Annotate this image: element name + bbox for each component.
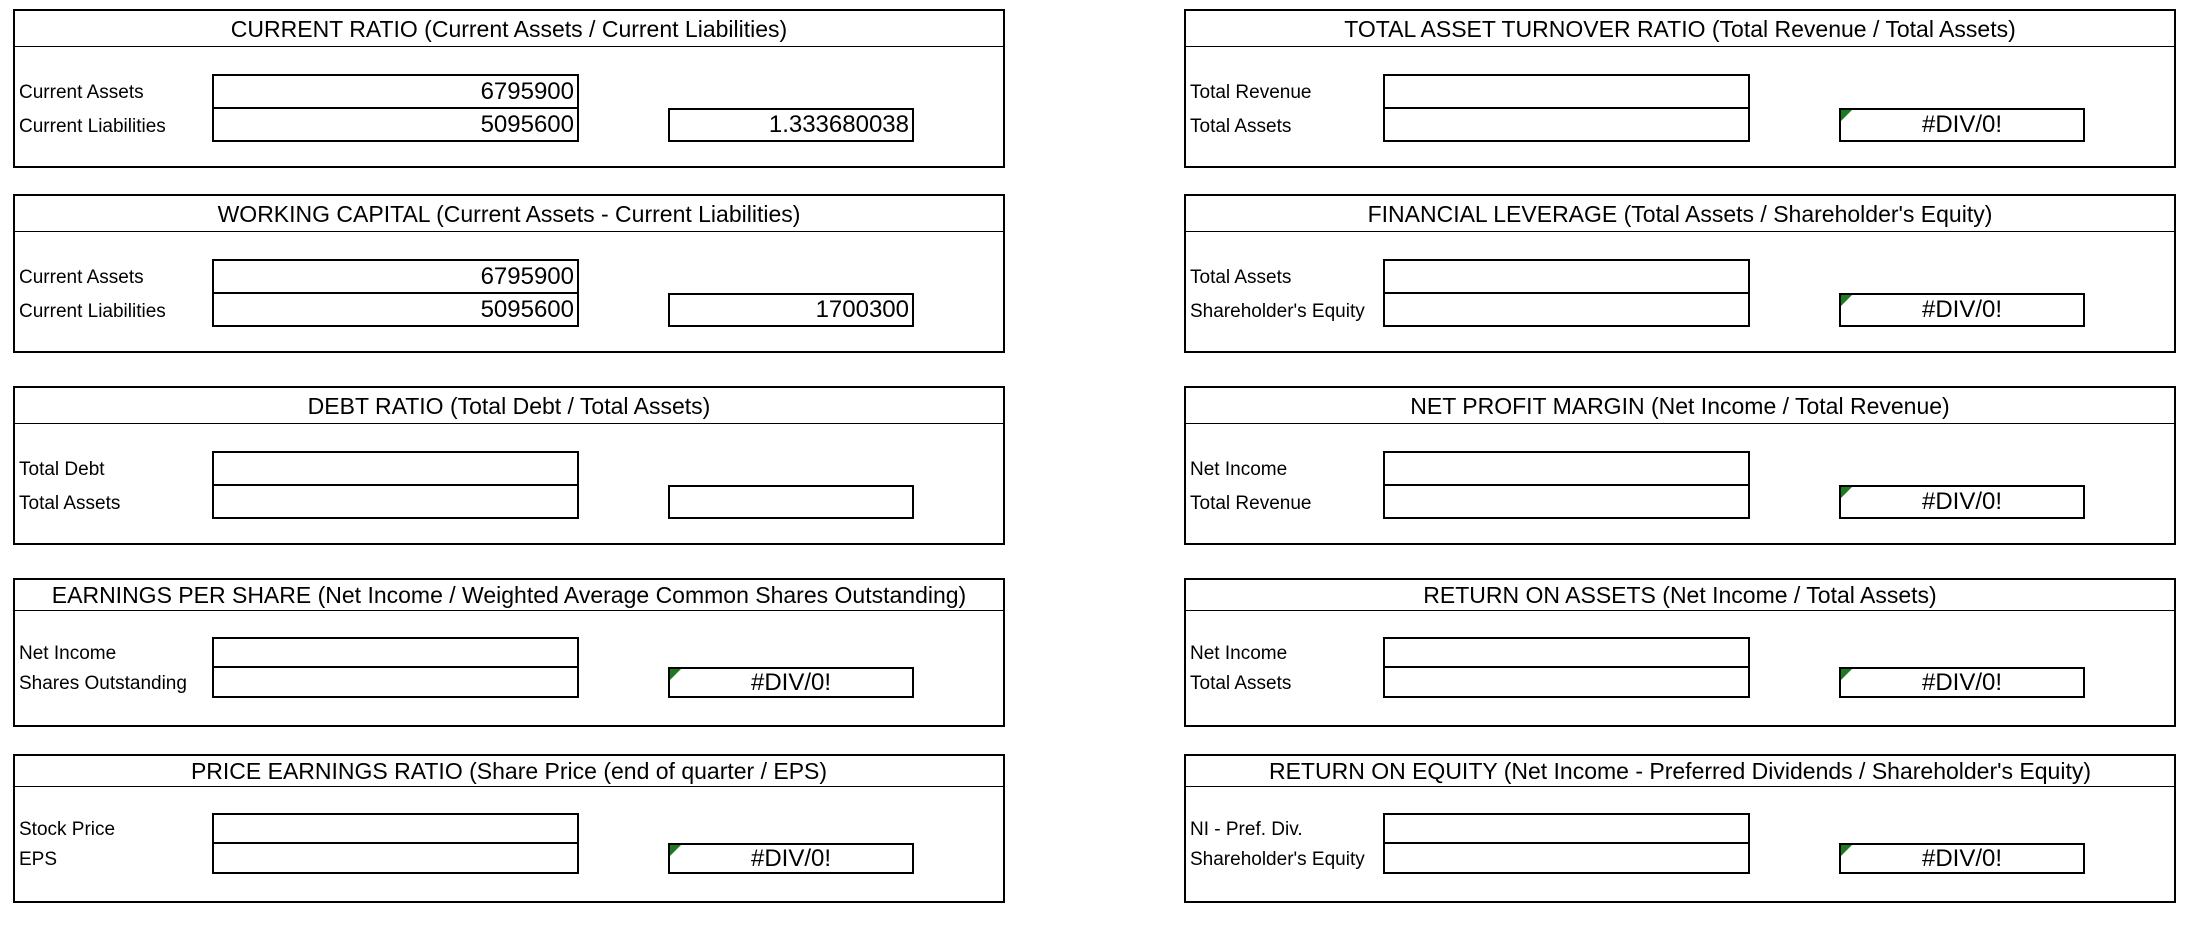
input-label: Net Income [1190, 643, 1288, 664]
financial-leverage-panel [1184, 194, 2176, 353]
input-label: Total Revenue [1190, 82, 1312, 103]
current-assets-cell[interactable]: 6795900 [212, 74, 579, 109]
price-earnings-ratio-panel [13, 754, 1005, 903]
return-on-equity-panel [1184, 754, 2176, 903]
input-label: Current Assets [19, 267, 144, 288]
net-profit-margin-result-cell[interactable] [1839, 485, 2085, 519]
working-capital-panel [13, 194, 1005, 353]
result-value: #DIV/0! [1921, 845, 2003, 872]
current-ratio-panel [13, 9, 1005, 168]
net-income-cell[interactable] [1383, 451, 1750, 486]
total-revenue-cell[interactable] [1383, 74, 1750, 109]
input-label: Net Income [19, 643, 117, 664]
input-label: Net Income [1190, 459, 1288, 480]
input-label: Total Assets [19, 493, 121, 514]
shareholders-equity-cell[interactable] [1383, 293, 1750, 327]
input-label: Total Assets [1190, 267, 1292, 288]
result-value: #DIV/0! [1921, 296, 2003, 323]
total-assets-cell[interactable] [1383, 259, 1750, 294]
panel-title: NET PROFIT MARGIN (Net Income / Total Revenue) [1186, 388, 2174, 424]
total-assets-cell[interactable] [212, 485, 579, 519]
input-label: EPS [19, 849, 58, 870]
total-asset-turnover-panel [1184, 9, 2176, 168]
roa-result-cell[interactable] [1839, 667, 2085, 698]
result-value: #DIV/0! [750, 669, 832, 696]
total-debt-cell[interactable] [212, 451, 579, 486]
result-value: #DIV/0! [1921, 488, 2003, 515]
pe-ratio-result-cell[interactable] [668, 843, 914, 874]
input-label: Total Debt [19, 459, 105, 480]
error-flag-icon [670, 845, 681, 856]
panel-title: WORKING CAPITAL (Current Assets - Current Liabilities) [15, 196, 1003, 232]
current-liabilities-cell[interactable]: 5095600 [212, 293, 579, 327]
input-label: Shares Outstanding [19, 673, 187, 694]
panel-title: RETURN ON ASSETS (Net Income / Total Assets) [1186, 580, 2174, 611]
earnings-per-share-panel [13, 578, 1005, 727]
working-capital-result-cell[interactable]: 1700300 [668, 293, 914, 327]
roe-result-cell[interactable] [1839, 843, 2085, 874]
total-revenue-cell[interactable] [1383, 485, 1750, 519]
error-flag-icon [1841, 845, 1852, 856]
input-label: Current Liabilities [19, 116, 166, 137]
current-liabilities-cell[interactable]: 5095600 [212, 108, 579, 142]
input-label: NI - Pref. Div. [1190, 819, 1303, 840]
input-label: Total Assets [1190, 673, 1292, 694]
input-label: Total Assets [1190, 116, 1292, 137]
error-flag-icon [1841, 487, 1852, 498]
shares-outstanding-cell[interactable] [212, 667, 579, 698]
error-flag-icon [1841, 295, 1852, 306]
total-assets-cell[interactable] [1383, 667, 1750, 698]
panel-title: FINANCIAL LEVERAGE (Total Assets / Shareholder's Equity) [1186, 196, 2174, 232]
panel-title: RETURN ON EQUITY (Net Income - Preferred Dividends / Shareholder's Equity) [1186, 756, 2174, 787]
eps-result-cell[interactable] [668, 667, 914, 698]
return-on-assets-panel [1184, 578, 2176, 727]
stock-price-cell[interactable] [212, 813, 579, 844]
financial-leverage-result-cell[interactable] [1839, 293, 2085, 327]
debt-ratio-panel [13, 386, 1005, 545]
debt-ratio-result-cell[interactable] [668, 485, 914, 519]
current-assets-cell[interactable]: 6795900 [212, 259, 579, 294]
error-flag-icon [1841, 669, 1852, 680]
input-label: Stock Price [19, 819, 116, 840]
result-value: #DIV/0! [750, 845, 832, 872]
panel-title: PRICE EARNINGS RATIO (Share Price (end of quarter / EPS) [15, 756, 1003, 787]
current-ratio-result-cell[interactable]: 1.333680038 [668, 108, 914, 142]
panel-title: DEBT RATIO (Total Debt / Total Assets) [15, 388, 1003, 424]
input-label: Current Assets [19, 82, 144, 103]
shareholders-equity-cell[interactable] [1383, 843, 1750, 874]
input-label: Current Liabilities [19, 301, 166, 322]
input-label: Shareholder's Equity [1190, 301, 1365, 322]
net-profit-margin-panel [1184, 386, 2176, 545]
input-label: Shareholder's Equity [1190, 849, 1365, 870]
net-income-cell[interactable] [212, 637, 579, 668]
result-value: #DIV/0! [1921, 669, 2003, 696]
ni-pref-div-cell[interactable] [1383, 813, 1750, 844]
error-flag-icon [670, 669, 681, 680]
total-assets-cell[interactable] [1383, 108, 1750, 142]
panel-title: CURRENT RATIO (Current Assets / Current Liabilities) [15, 11, 1003, 47]
result-value: #DIV/0! [1921, 111, 2003, 138]
panel-title: TOTAL ASSET TURNOVER RATIO (Total Revenue / Total Assets) [1186, 11, 2174, 47]
input-label: Total Revenue [1190, 493, 1312, 514]
eps-cell[interactable] [212, 843, 579, 874]
net-income-cell[interactable] [1383, 637, 1750, 668]
panel-title: EARNINGS PER SHARE (Net Income / Weighted Average Common Shares Outstanding) [15, 580, 1003, 611]
error-flag-icon [1841, 110, 1852, 121]
asset-turnover-result-cell[interactable] [1839, 108, 2085, 142]
